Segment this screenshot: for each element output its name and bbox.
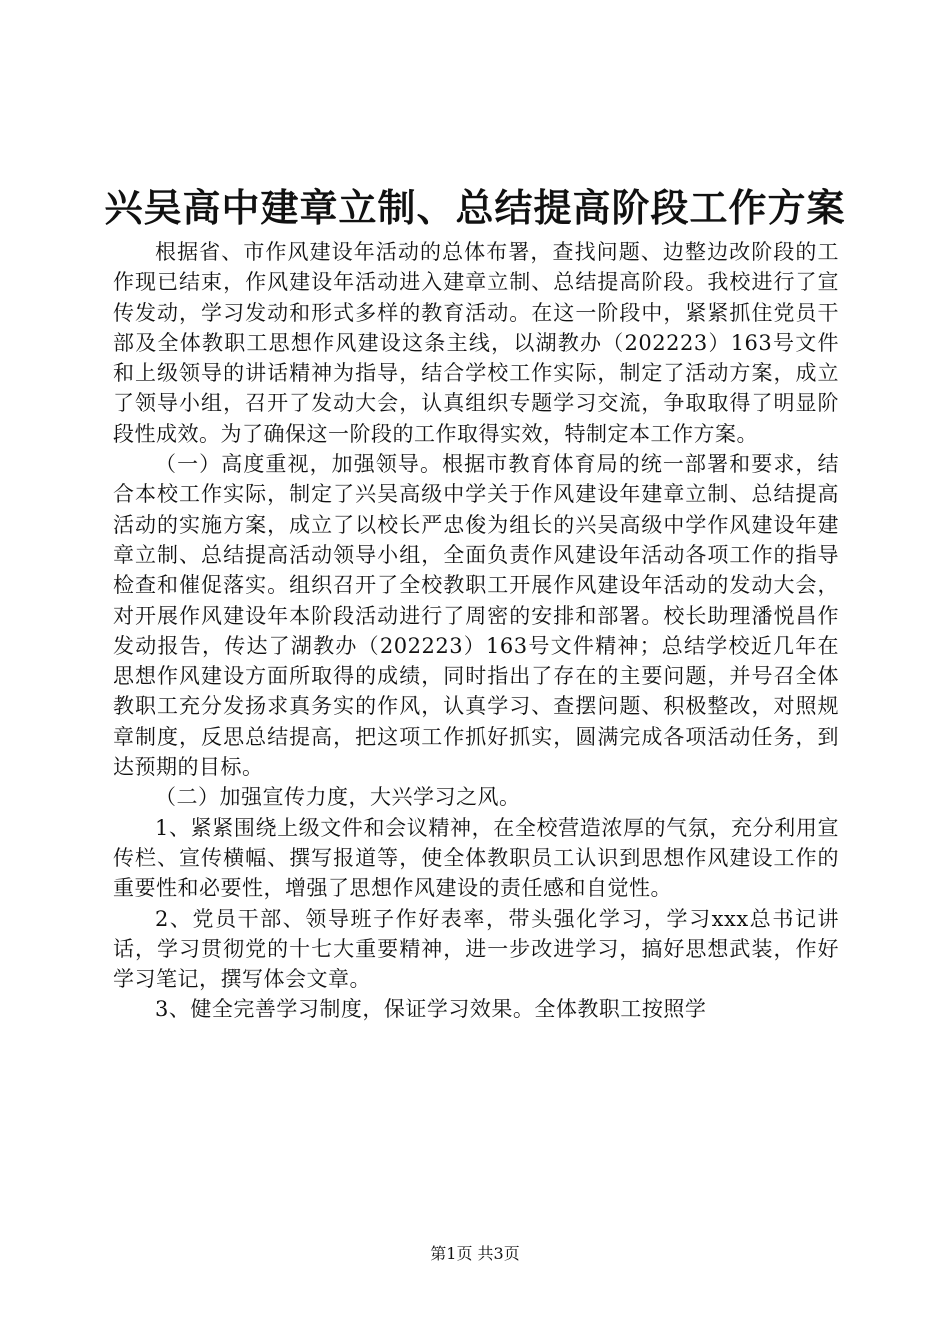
page-footer: 第1页 共3页: [430, 1244, 520, 1263]
document-body: [113, 237, 839, 1025]
paragraph-section-2-heading: （二）加强宣传力度，大兴学习之风。: [155, 785, 521, 810]
document-title: 兴吴高中建章立制、总结提高阶段工作方案: [104, 185, 846, 230]
paragraph-section-1: （一）高度重视，加强领导。根据市教育体育局的统一部署和要求，结合本校工作实际，制定了兴吴高级中学关于作风建设年建章立制、总结提高活动的实施方案，成立了以校长严忠俊为组长的兴吴高级中学作风建设年建章立制、总结提高活动领导小组，全面负责作风建设年活动各项工作的指导检查和催促落实。组织召开了全校教职工开展作风建设年活动的发动大会，对开展作风建设年本阶段活动进行了周密的安排和部署。校长助理潘悦昌作发动报告，传达了湖教办（202223）163号文件精神；总结学校近几年在思想作风建设方面所取得的成绩，同时指出了存在的主要问题，并号召全体教职工充分发扬求真务实的作风，认真学习、查摆问题、积极整改，对照规章制度，反思总结提高，把这项工作抓好抓实，圆满完成各项活动任务，到达预期的目标。: [113, 452, 839, 780]
paragraph-item-3: 3、健全完善学习制度，保证学习效果。全体教职工按照学: [155, 997, 707, 1022]
paragraph-item-2: 2、党员干部、领导班子作好表率，带头强化学习，学习xxx总书记讲话，学习贯彻党的十七大重要精神，进一步改进学习，搞好思想武装，作好学习笔记，撰写体会文章。: [113, 906, 839, 992]
paragraph-intro: 根据省、市作风建设年活动的总体布署，查找问题、边整边改阶段的工作现已结束，作风建设年活动进入建章立制、总结提高阶段。我校进行了宣传发动，学习发动和形式多样的教育活动。在这一阶段中，紧紧抓住党员干部及全体教职工思想作风建设这条主线，以湖教办（202223）163号文件和上级领导的讲话精神为指导，结合学校工作实际，制定了活动方案，成立了领导小组，召开了发动大会，认真组织专题学习交流，争取取得了明显阶段性成效。为了确保这一阶段的工作取得实效，特制定本工作方案。: [113, 240, 839, 446]
paragraph-item-1: 1、紧紧围绕上级文件和会议精神，在全校营造浓厚的气氛，充分利用宣传栏、宣传横幅、撰写报道等，使全体教职员工认识到思想作风建设工作的重要性和必要性，增强了思想作风建设的责任感和自觉性。: [113, 815, 839, 901]
